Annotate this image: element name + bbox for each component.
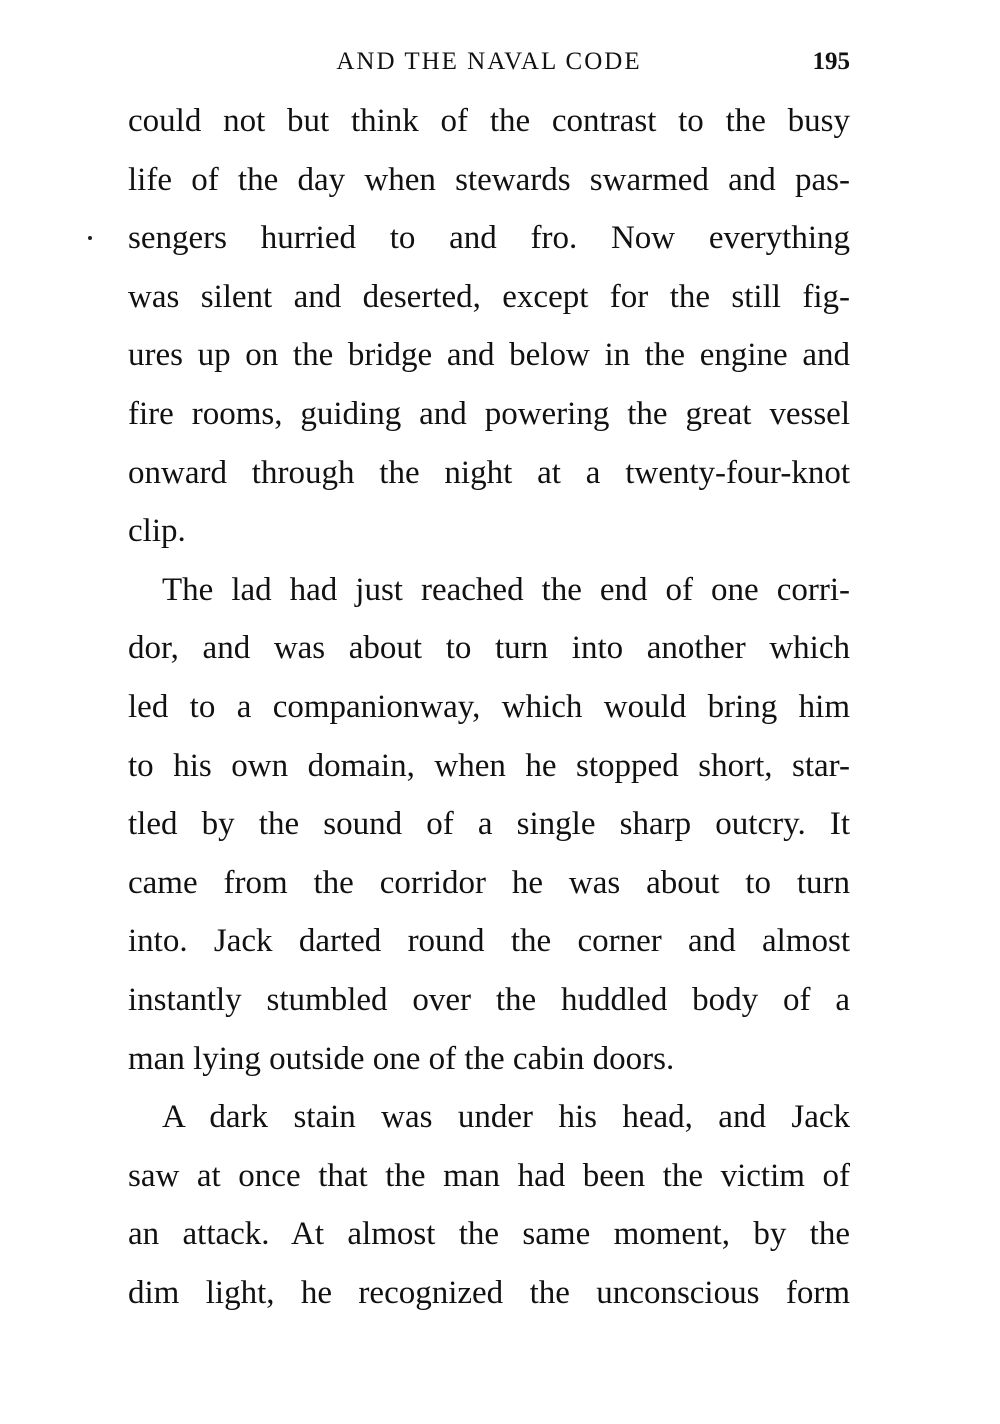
text-line: into. Jack darted round the corner and almost <box>128 923 850 960</box>
text-line: life of the day when stewards swarmed and pas- <box>128 161 850 198</box>
paragraph-1 <box>128 92 850 561</box>
running-head <box>128 42 850 82</box>
paragraph-2 <box>128 561 850 1088</box>
text-line: A dark stain was under his head, and Jack <box>162 1099 850 1136</box>
text-line: fire rooms, guiding and powering the great vessel <box>128 395 850 432</box>
text-line: could not but think of the contrast to the busy <box>128 103 850 139</box>
text-line: man lying outside one of the cabin doors. <box>128 1040 675 1077</box>
body-text <box>128 92 850 1322</box>
text-line: onward through the night at a twenty-four-knot <box>128 454 850 491</box>
text-line: saw at once that the man had been the victim of <box>128 1157 850 1194</box>
text-line: instantly stumbled over the huddled body of a <box>128 981 850 1018</box>
text-line: tled by the sound of a single sharp outcry. It <box>128 806 850 843</box>
text-line: clip. <box>128 513 186 550</box>
text-line: ures up on the bridge and below in the engine and <box>128 337 850 374</box>
text-line: an attack. At almost the same moment, by the <box>128 1216 850 1253</box>
text-line: led to a companionway, which would bring him <box>128 688 850 725</box>
text-line: dim light, he recognized the unconscious form <box>128 1274 850 1311</box>
text-line: came from the corridor he was about to turn <box>128 864 850 901</box>
running-title: AND THE NAVAL CODE <box>336 48 642 75</box>
text-line: dor, and was about to turn into another which <box>128 630 850 667</box>
text-line: sengers hurried to and fro. Now everything <box>128 220 850 257</box>
margin-speck <box>88 236 92 240</box>
text-line: to his own domain, when he stopped short, star- <box>128 747 850 784</box>
text-line: The lad had just reached the end of one corri- <box>162 571 850 608</box>
paragraph-3 <box>128 1088 850 1322</box>
text-line: was silent and deserted, except for the still fig- <box>128 278 850 315</box>
page-number: 195 <box>812 48 850 75</box>
